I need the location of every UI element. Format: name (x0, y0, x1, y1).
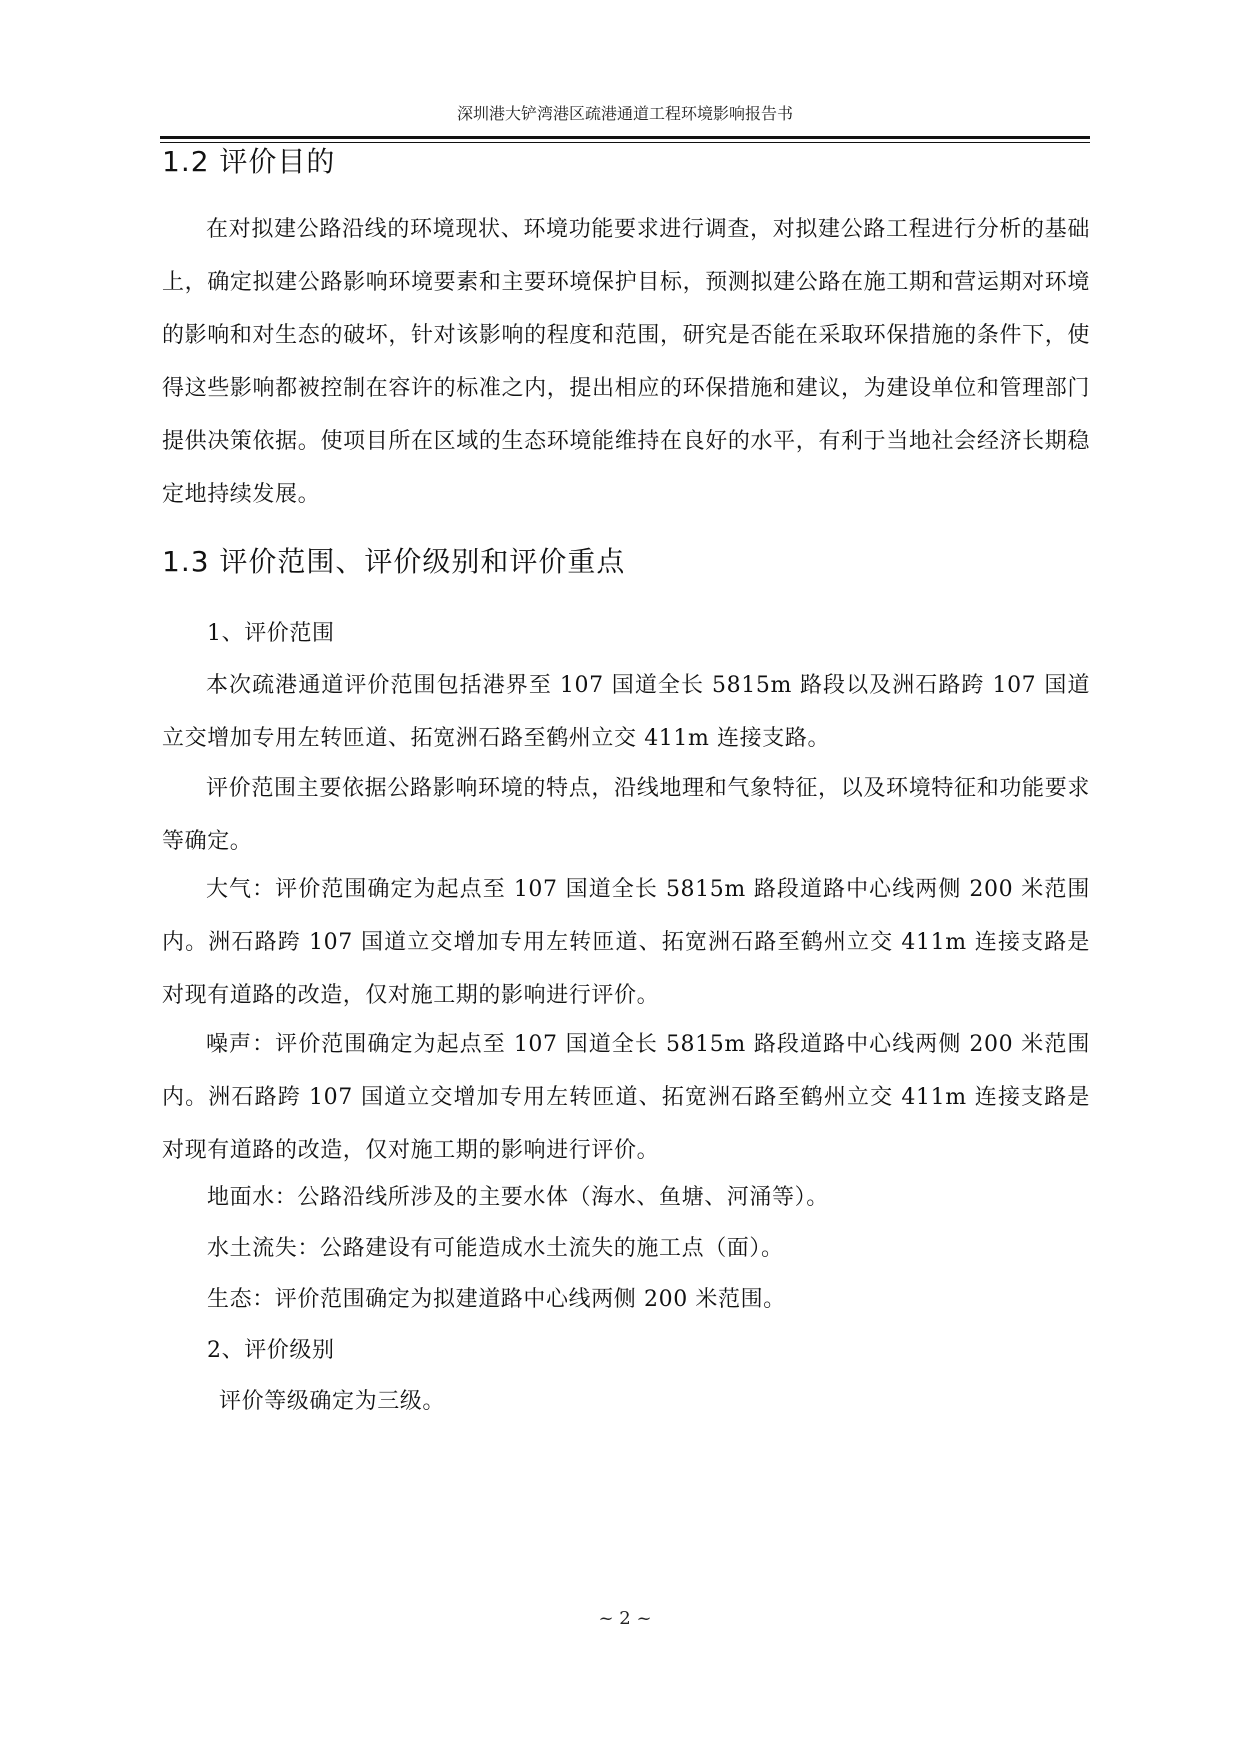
page-number: ~ 2 ~ (598, 1608, 652, 1629)
scope-paragraph: 本次疏港通道评价范围包括港界至 107 国道全长 5815m 路段以及洲石路跨 107 国道立交增加专用左转匝道、拓宽洲石路至鹤州立交 411m 连接支路。 (162, 673, 1090, 751)
level-text: 评价等级确定为三级。 (219, 1389, 446, 1414)
item-2-title: 2、评价级别 (207, 1338, 335, 1363)
soil-erosion-line: 水土流失：公路建设有可能造成水土流失的施工点（面）。 (207, 1236, 784, 1261)
header-rule-thick (160, 136, 1090, 139)
header-rule-thin (160, 142, 1090, 143)
ecology-line: 生态：评价范围确定为拟建道路中心线两侧 200 米范围。 (207, 1287, 786, 1312)
page-header-title: 深圳港大铲湾港区疏港通道工程环境影响报告书 (456, 104, 793, 123)
item-1-title: 1、评价范围 (207, 621, 335, 646)
section-1-2-heading: 1.2 评价目的 (162, 145, 336, 178)
section-1-3-heading: 1.3 评价范围、评价级别和评价重点 (162, 545, 626, 578)
section-1-2-paragraph: 在对拟建公路沿线的环境现状、环境功能要求进行调查，对拟建公路工程进行分析的基础上，确定拟建公路影响环境要素和主要环境保护目标，预测拟建公路在施工期和营运期对环境的影响和对生态的破坏，针对该影响的程度和范围，研究是否能在采取环保措施的条件下，使得这些影响都被控制在容许的标准之内，提出相应的环保措施和建议，为建设单位和管理部门提供决策依据。使项目所在区域的生态环境能维持在良好的水平，有利于当地社会经济长期稳定地持续发展。 (162, 217, 1090, 507)
surface-water-line: 地面水：公路沿线所涉及的主要水体（海水、鱼塘、河涌等）。 (207, 1185, 829, 1210)
basis-paragraph: 评价范围主要依据公路影响环境的特点，沿线地理和气象特征，以及环境特征和功能要求等确定。 (162, 776, 1090, 854)
noise-paragraph: 噪声：评价范围确定为起点至 107 国道全长 5815m 路段道路中心线两侧 200 米范围内。洲石路跨 107 国道立交增加专用左转匝道、拓宽洲石路至鹤州立交 411m 连接支路是对现有道路的改造，仅对施工期的影响进行评价。 (162, 1032, 1090, 1163)
air-paragraph: 大气：评价范围确定为起点至 107 国道全长 5815m 路段道路中心线两侧 200 米范围内。洲石路跨 107 国道立交增加专用左转匝道、拓宽洲石路至鹤州立交 411m 连接支路是对现有道路的改造，仅对施工期的影响进行评价。 (162, 877, 1090, 1008)
